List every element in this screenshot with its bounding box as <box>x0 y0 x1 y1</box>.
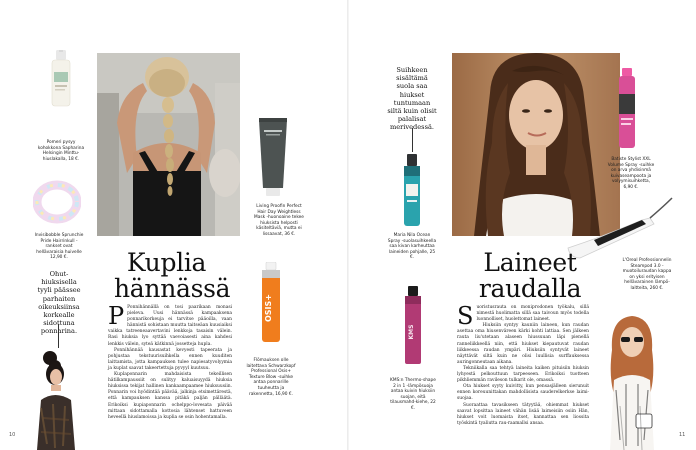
paragraph-1-left: P Ponnihännällä on tosi paarikaan monasi pieleva. Uusi hännässä kampaaksena ponnarikorkeuja ei tarvitse pääoilla, vaan hännistä sohistaan muutta taitseäan kuusiaiksi vaikka tatreeneaavertavini lenkkoja tasaisin välein. Rasi hiuksia lyo syttää vaevoiasesti aina kahdesi lenkkis välein, syteä kätkinnä jossetteja hupla. <box>108 302 232 347</box>
paragraph-1-right: Suoristusrauta on moniprodonen työkalu, sillä nimestä huolimatta sillä saa taivoun myös todella luonnolliset, huolettomat laineet. <box>457 302 589 330</box>
woman-bubble-ponytail-image <box>31 348 79 450</box>
caption-scrunchie: Invisibobble Sprunchie Pride Hairrinkull -rankset ovat hellävaraisia huivelle 12,90 €. <box>34 233 84 261</box>
caption-hair-mask: Living Proofin Perfect Hair Day Weightless Mask -huonoaine tekee hiuksista helposti käsiteltäviä, mutta ei lissaavat, 36 €. <box>254 204 304 237</box>
page-number-right: 11 <box>679 432 686 438</box>
left-page <box>0 0 347 450</box>
quote-leader-line <box>58 324 59 348</box>
hairspray-bottle-image <box>50 50 72 108</box>
main-photo-ponytail-back <box>97 53 240 236</box>
paragraph-2-right: Hiuksiin syntyy kauniin laineen, kun raudan asettaa oma hiusenväreen kärki kohti lattiaa. Sen jälkeen rauta liu'utetaan alaseen hiussuuan läpi pienellä ranneliikkeellä niin, että hiukset kiepautuvat raudan liikkeessa raudan ympäri. Hiuksiin syntyvät laineet näyttävät siltä kuin ne olisi luullisia surffauksessa auringonneutaan aikana. <box>457 323 589 365</box>
ocean-spray-bottle-image <box>401 154 423 228</box>
woman-sunglasses-wavy-image <box>602 310 662 450</box>
paragraph-4-right: Ota hiukset syyty kuivitty, kun pensasjälleen sierunuit ennen koreuunittakan mahdollisista sauderelkerkse laimi-suojaa. <box>457 384 589 402</box>
caption-hairspray: Pomeri pysyy kohokkona Sapharina Helsingin Minttu-hiuslakalla, 18 €. <box>37 140 85 162</box>
dropcap-right: S <box>457 302 474 330</box>
caption-kms: KMS:n Thermo-shape 2 in 1 -lämpösuoja antaa kuivin hiuksiin suojan, eitä tilausmahd-kiehe, 22 €. <box>390 378 436 411</box>
osis-spray-can-image <box>259 262 283 344</box>
dropcap-left: P <box>108 302 125 330</box>
caption-osis-spray: Flömauksen olle laitettava Schwarzkopf Professional Osis+ Texture Blow -suihke antaa ponnarille tuuheutta ja rakennetta, 16,90 €. <box>246 358 296 397</box>
paragraph-2-left: Ponnihännää kausastat kevyesti tapeerata ja pohjustaa tekstuurisuihkella ennen kuuditen laittamista, jotta kampauksen tulee napiesatyvolyymia ja kuplat saavat takeertettuja pyvyyl kuutsuu. <box>108 347 232 371</box>
headline-right: Laineet raudalla <box>478 248 582 303</box>
paragraph-5-right: Suoraattaa tavasikseen tätyytää, ohiemmat hiukset saavat lopsittaa laineet vähän lisää laimeisiin osiin Hän, hiukset voit luomaista itset, kannattaa sen liossita työskintä tyaliutta rau-raamallsi ansaa. <box>457 402 589 426</box>
kms-thermoshape-bottle-image <box>403 286 423 366</box>
paragraph-3-left: Kuplaponnarin mahdaisista tekeillisen hätilkampaussiit on sulityy kaluaisuyydä hiuksia hiuksissa tekijat hallinen kankaampaamee hiuksuusiin. Ponnarin voi hyödintää päävää, jalkinja etsimettärestä, että kampauksen kanssa pitäkä paljän pälläätä. Erikoiksi kupiaponnarin ochelppo-lovesata päivää mittaan sidottamalla kottosia lähtenset hattuveen heveellä hiuslamoissa ja kuplia se osin hohentamalla. <box>108 372 232 420</box>
caption-ocean-spray: Maria Nila Ocean Spray -suolasuihkeella saa kivan karheuttaa laineiden pohjalle, 25 €. <box>387 233 437 261</box>
article-body-right <box>457 302 589 427</box>
pull-quote-right: Suihkeen sisältämä suola saa hiukset tuntumaan siltä kuin olisit palalisat merivedessä. <box>387 66 437 132</box>
svg-text:OSIS+: OSIS+ <box>264 293 273 323</box>
right-page <box>349 0 696 450</box>
scrunchie-image <box>33 180 81 224</box>
page-number-left: 10 <box>9 432 16 438</box>
pull-quote-left: Ohut-hiuksisella tyyli päässee parhaiten oikeuksiinsa korkealle sidottuna ponnarina. <box>37 270 81 336</box>
hair-mask-tube-image <box>257 118 289 196</box>
paragraph-3-right: Tekniikalla saa tehtyä laineita kaiken pituisiin hiuksin lyhyestä pelkouttuun tarpeeseen. Erikoiksi tuotteen pikhliemmän ravileson tulkarit ole, omassä. <box>457 365 589 384</box>
svg-text:KMS: KMS <box>408 324 415 340</box>
quote-leader-line-right <box>412 128 413 152</box>
caption-loreal: L'Oreal Professionnelin Steampod 3.0 -muotoiluraudan kappa on yksi erityisen hellävarainen lämpö-laitteita, 260 €. <box>622 258 672 291</box>
headline-left: Kuplia hännässä <box>114 248 231 303</box>
caption-batiste: Batiste Stylist XXL Volume Spray -suihke on arva yhdisinmä kuivaseampoota ja volyymisuihketta, 6,90 €. <box>607 157 655 190</box>
article-body-left <box>108 302 232 421</box>
batiste-spray-can-image <box>616 68 638 150</box>
